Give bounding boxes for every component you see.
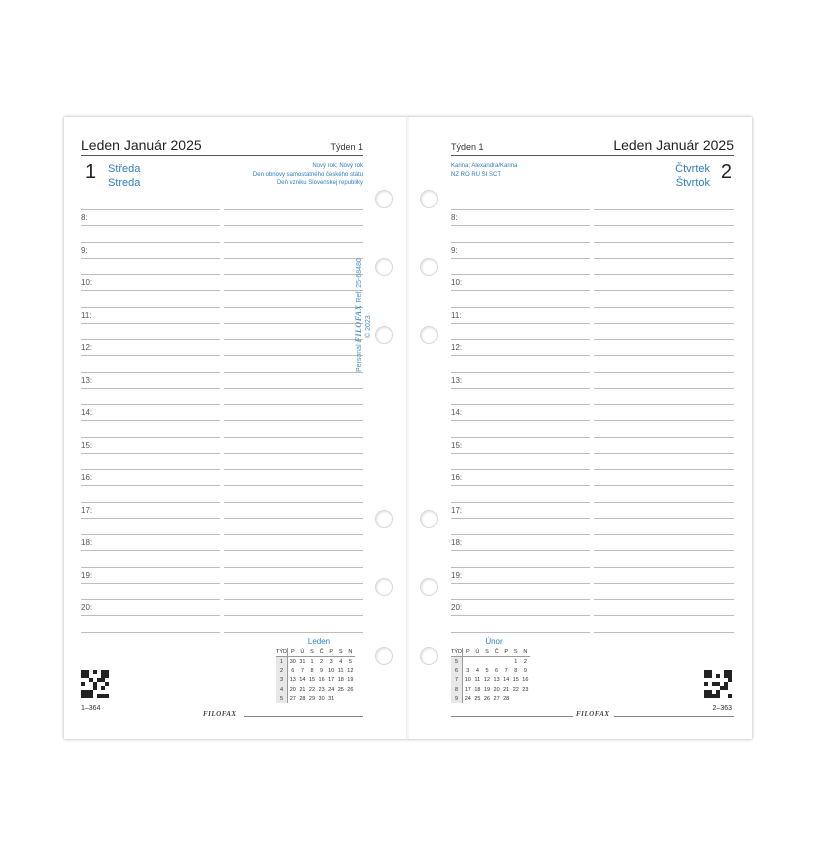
hour-line	[224, 615, 363, 616]
hour-line	[451, 209, 590, 210]
hour-line	[81, 518, 220, 519]
calendar-day-cell: 22	[308, 686, 316, 693]
left-week-label: Týden 1	[330, 142, 363, 152]
hour-line	[81, 290, 220, 291]
hour-line	[594, 485, 734, 486]
hour-line	[451, 388, 590, 389]
hour-line	[594, 307, 734, 308]
hour-line	[451, 404, 590, 405]
hour-line	[81, 632, 220, 633]
calendar-day-cell	[336, 694, 346, 703]
left-day-number: 1	[85, 161, 97, 183]
calendar-day-cell: 30	[318, 695, 325, 702]
hour-line	[81, 469, 220, 470]
left-page	[64, 117, 407, 739]
hour-line	[81, 453, 220, 454]
hour-line	[224, 372, 363, 373]
hour-label: 17:	[81, 505, 93, 515]
left-month-title: Leden Január 2025	[81, 137, 202, 153]
hour-line	[81, 388, 220, 389]
hour-line	[81, 583, 220, 584]
calendar-day-cell: 10	[464, 677, 471, 684]
hour-label: 13:	[81, 375, 93, 385]
calendar-header-cell: S	[482, 648, 492, 657]
hour-line	[594, 372, 734, 373]
calendar-week-cell: 7	[451, 676, 463, 685]
hour-line	[224, 632, 363, 633]
calendar-day-cell: 19	[347, 677, 354, 684]
hour-line	[224, 307, 363, 308]
calendar-day-cell: 28	[299, 695, 306, 702]
calendar-day-cell: 9	[320, 667, 324, 674]
calendar-day-cell: 7	[300, 667, 304, 674]
hour-line	[224, 518, 363, 519]
hour-line	[81, 274, 220, 275]
calendar-day-cell: 16	[522, 677, 529, 684]
hour-line	[594, 225, 734, 226]
calendar-header-cell: Č	[317, 648, 327, 657]
calendar-day-cell: 2	[320, 658, 324, 665]
calendar-week-cell: 6	[451, 666, 463, 675]
calendar-week-cell: 5	[451, 657, 463, 667]
ring-hole	[420, 510, 438, 528]
right-page-number: 2–363	[712, 705, 732, 712]
calendar-header-cell: TÝD	[276, 649, 287, 655]
hour-line	[451, 469, 590, 470]
calendar-day-cell: 11	[337, 667, 344, 674]
holiday-line: Den obnovy samostatného českého státu	[252, 171, 363, 178]
hour-line	[451, 339, 590, 340]
hour-line	[451, 274, 590, 275]
hour-line	[594, 550, 734, 551]
hour-line	[451, 583, 590, 584]
calendar-day-cell: 22	[512, 686, 519, 693]
hour-line	[81, 307, 220, 308]
calendar-day-cell: 3	[329, 658, 333, 665]
spine-size: Personal	[356, 344, 363, 372]
calendar-header-cell: N	[346, 648, 356, 657]
right-mini-calendar-title: Únor	[485, 637, 503, 646]
hour-line	[81, 404, 220, 405]
hour-line	[81, 242, 220, 243]
ring-hole	[420, 578, 438, 596]
calendar-day-cell	[521, 694, 531, 703]
left-qr-code-icon	[81, 670, 109, 698]
calendar-header-cell: S	[511, 648, 521, 657]
left-footer-rule	[244, 716, 363, 717]
calendar-day-cell: 23	[522, 686, 529, 693]
ring-hole	[375, 647, 393, 665]
right-header-rule	[451, 155, 734, 156]
spine-line-1	[354, 258, 364, 372]
right-mini-calendar	[451, 648, 530, 703]
left-mini-calendar-title: Leden	[307, 637, 331, 646]
calendar-day-cell: 1	[310, 658, 314, 665]
ring-hole	[420, 190, 438, 208]
hour-line	[224, 453, 363, 454]
calendar-day-cell: 5	[485, 667, 489, 674]
hour-line	[451, 534, 590, 535]
hour-line	[224, 437, 363, 438]
hour-line	[594, 209, 734, 210]
hour-line	[224, 209, 363, 210]
hour-line	[224, 225, 363, 226]
hour-line	[224, 502, 363, 503]
right-day-name-sk: Štvrtok	[675, 177, 710, 189]
hour-line	[594, 453, 734, 454]
hour-label: 14:	[81, 408, 93, 417]
hour-line	[451, 290, 590, 291]
hour-line	[594, 583, 734, 584]
calendar-day-cell	[346, 694, 356, 703]
hour-label: 12:	[81, 343, 93, 352]
spine-reference: Ref. 25-68480	[356, 258, 363, 303]
hour-line	[224, 567, 363, 568]
calendar-day-cell: 6	[291, 667, 295, 674]
hour-line	[224, 404, 363, 405]
calendar-day-cell: 3	[466, 667, 470, 674]
ring-hole	[375, 578, 393, 596]
right-month-title: Leden Január 2025	[613, 137, 734, 153]
hour-line	[451, 307, 590, 308]
calendar-day-cell: 18	[337, 677, 344, 684]
hour-label: 13:	[451, 375, 463, 385]
calendar-day-cell: 21	[299, 686, 306, 693]
calendar-day-cell: 4	[339, 658, 343, 665]
hour-line	[594, 323, 734, 324]
spine-imprint	[354, 258, 373, 372]
hour-line	[81, 339, 220, 340]
calendar-header-cell: Ú	[473, 648, 483, 657]
calendar-day-cell: 25	[337, 686, 344, 693]
calendar-day-cell: 20	[493, 686, 500, 693]
hour-line	[81, 323, 220, 324]
hour-line	[81, 372, 220, 373]
calendar-day-cell: 29	[308, 695, 316, 702]
hour-line	[224, 339, 363, 340]
hour-line	[451, 502, 590, 503]
calendar-day-cell: 15	[308, 677, 316, 684]
hour-label: 17:	[451, 505, 463, 515]
hour-line	[594, 388, 734, 389]
calendar-day-cell: 24	[464, 695, 471, 702]
hour-label: 10:	[451, 278, 463, 287]
calendar-week-cell: 3	[276, 676, 288, 685]
calendar-day-cell: 15	[512, 677, 519, 684]
hour-line	[594, 632, 734, 633]
hour-label: 11:	[451, 310, 462, 320]
hour-label: 16:	[451, 473, 463, 482]
right-week-label: Týden 1	[451, 142, 484, 152]
hour-line	[594, 355, 734, 356]
holiday-line: Deň vzniku Slovenskej republiky	[276, 180, 363, 186]
hour-label: 12:	[451, 343, 463, 352]
hour-line	[224, 274, 363, 275]
hour-line	[594, 258, 734, 259]
hour-line	[451, 485, 590, 486]
calendar-header-cell: Č	[492, 648, 502, 657]
hour-line	[81, 420, 220, 421]
hour-line	[451, 437, 590, 438]
left-day-name-cz: Středa	[108, 163, 141, 175]
hour-line	[81, 502, 220, 503]
calendar-week-cell: 2	[276, 666, 288, 675]
ring-hole	[420, 258, 438, 276]
calendar-header-cell: N	[521, 648, 531, 657]
hour-line	[81, 550, 220, 551]
hour-line	[224, 534, 363, 535]
calendar-header-cell: S	[336, 648, 346, 657]
calendar-header-cell: TÝD	[451, 649, 462, 655]
calendar-header-cell: Ú	[298, 648, 308, 657]
hour-line	[81, 355, 220, 356]
hour-line	[594, 502, 734, 503]
calendar-day-cell: 18	[474, 686, 481, 693]
hour-line	[451, 420, 590, 421]
hour-label: 16:	[81, 473, 93, 482]
spine-copyright: © 2023	[365, 315, 372, 338]
calendar-day-cell: 30	[289, 658, 296, 665]
hour-line	[594, 518, 734, 519]
calendar-day-cell: 16	[318, 677, 325, 684]
hour-line	[451, 550, 590, 551]
right-country-codes: NZ RO RU SI SCT	[451, 172, 502, 178]
hour-line	[81, 258, 220, 259]
calendar-day-cell: 5	[348, 658, 352, 665]
calendar-day-cell	[511, 694, 521, 703]
ring-hole	[375, 190, 393, 208]
hour-label: 11:	[81, 310, 92, 320]
hour-label: 15:	[81, 440, 93, 450]
right-brand-logo: FILOFAX	[576, 710, 610, 718]
hour-line	[451, 599, 590, 600]
calendar-day-cell: 1	[514, 658, 518, 665]
hour-line	[81, 225, 220, 226]
calendar-week-cell: 8	[451, 685, 463, 694]
calendar-header-cell: P	[288, 648, 298, 657]
hour-label: 19:	[451, 570, 463, 580]
ring-hole	[420, 326, 438, 344]
hour-line	[81, 599, 220, 600]
hour-line	[451, 518, 590, 519]
calendar-header-cell: P	[501, 648, 511, 657]
hour-line	[451, 453, 590, 454]
hour-label: 20:	[81, 603, 93, 612]
hour-line	[451, 615, 590, 616]
hour-line	[451, 567, 590, 568]
hour-line	[451, 242, 590, 243]
calendar-day-cell: 27	[493, 695, 500, 702]
hour-label: 8:	[451, 213, 458, 222]
hour-label: 9:	[451, 245, 458, 255]
hour-line	[451, 225, 590, 226]
hour-line	[594, 437, 734, 438]
calendar-day-cell: 9	[523, 667, 527, 674]
calendar-week-cell: 9	[451, 694, 463, 703]
hour-line	[81, 485, 220, 486]
calendar-day-cell	[482, 657, 492, 667]
calendar-day-cell: 10	[328, 667, 335, 674]
hour-label: 15:	[451, 440, 463, 450]
ring-hole	[420, 647, 438, 665]
hour-line	[81, 209, 220, 210]
hour-line	[224, 355, 363, 356]
left-page-number: 1–364	[81, 705, 101, 712]
hour-line	[81, 534, 220, 535]
hour-line	[224, 469, 363, 470]
hour-line	[594, 274, 734, 275]
right-namedays: Karina; Alexandra/Karina	[451, 163, 518, 169]
left-day-name-sk: Streda	[108, 177, 141, 189]
right-footer-rule	[614, 716, 734, 717]
hour-line	[594, 567, 734, 568]
hour-line	[594, 534, 734, 535]
calendar-day-cell: 23	[318, 686, 325, 693]
holiday-line: Nový rok; Nový rok	[312, 163, 363, 169]
calendar-day-cell: 20	[289, 686, 296, 693]
calendar-week-cell: 4	[276, 685, 288, 694]
hour-line	[594, 404, 734, 405]
calendar-day-cell: 13	[289, 677, 296, 684]
left-header-rule	[81, 155, 363, 156]
calendar-day-cell: 13	[493, 677, 500, 684]
hour-line	[224, 550, 363, 551]
calendar-header-cell: S	[307, 648, 317, 657]
calendar-day-cell	[501, 657, 511, 667]
calendar-day-cell	[473, 657, 483, 667]
hour-label: 9:	[81, 245, 88, 255]
hour-line	[81, 567, 220, 568]
calendar-day-cell: 25	[474, 695, 481, 702]
calendar-day-cell: 14	[299, 677, 306, 684]
right-day-name-cz: Čtvrtek	[675, 163, 710, 175]
calendar-day-cell: 17	[464, 686, 471, 693]
calendar-day-cell: 28	[503, 695, 510, 702]
calendar-week-cell: 1	[276, 657, 288, 667]
hour-line	[594, 420, 734, 421]
calendar-day-cell: 27	[289, 695, 296, 702]
planner-spread	[64, 117, 752, 739]
calendar-day-cell: 11	[474, 677, 481, 684]
calendar-day-cell: 19	[483, 686, 491, 693]
ring-hole	[375, 510, 393, 528]
left-brand-logo: FILOFAX	[203, 710, 237, 718]
left-mini-calendar	[276, 648, 355, 703]
hour-label: 18:	[81, 538, 93, 547]
ring-hole	[375, 258, 393, 276]
hour-label: 14:	[451, 408, 463, 417]
hour-label: 10:	[81, 278, 93, 287]
hour-line	[224, 388, 363, 389]
hour-line	[224, 258, 363, 259]
calendar-day-cell: 24	[328, 686, 335, 693]
hour-label: 20:	[451, 603, 463, 612]
spine-brand-logo: FILOFAX	[354, 304, 363, 343]
calendar-day-cell: 31	[328, 695, 335, 702]
hour-line	[451, 355, 590, 356]
calendar-day-cell: 14	[503, 677, 510, 684]
right-qr-code-icon	[704, 670, 732, 698]
right-footer-rule	[451, 716, 573, 717]
calendar-day-cell: 2	[523, 658, 527, 665]
hour-line	[594, 469, 734, 470]
hour-line	[594, 290, 734, 291]
right-page	[409, 117, 752, 739]
hour-line	[451, 372, 590, 373]
calendar-day-cell: 17	[328, 677, 335, 684]
hour-line	[224, 599, 363, 600]
calendar-day-cell: 6	[495, 667, 499, 674]
hour-line	[224, 323, 363, 324]
hour-line	[594, 339, 734, 340]
hour-line	[451, 632, 590, 633]
hour-line	[81, 615, 220, 616]
calendar-day-cell: 12	[347, 667, 354, 674]
hour-line	[224, 583, 363, 584]
hour-line	[451, 323, 590, 324]
calendar-day-cell	[463, 657, 473, 667]
calendar-week-cell: 5	[276, 694, 288, 703]
calendar-header-cell: P	[326, 648, 336, 657]
calendar-day-cell: 8	[310, 667, 314, 674]
hour-line	[594, 615, 734, 616]
calendar-day-cell: 31	[299, 658, 306, 665]
calendar-day-cell: 8	[514, 667, 518, 674]
hour-label: 18:	[451, 538, 463, 547]
calendar-day-cell: 21	[503, 686, 510, 693]
hour-line	[224, 485, 363, 486]
calendar-header-cell: P	[463, 648, 473, 657]
hour-line	[594, 242, 734, 243]
ring-hole	[375, 326, 393, 344]
calendar-day-cell: 26	[483, 695, 491, 702]
calendar-day-cell	[492, 657, 502, 667]
calendar-day-cell: 7	[504, 667, 508, 674]
calendar-day-cell: 4	[475, 667, 479, 674]
hour-line	[81, 437, 220, 438]
right-day-number: 2	[720, 161, 732, 183]
hour-label: 8:	[81, 213, 88, 222]
hour-line	[451, 258, 590, 259]
hour-label: 19:	[81, 570, 93, 580]
hour-line	[594, 599, 734, 600]
calendar-day-cell: 26	[347, 686, 354, 693]
hour-line	[224, 242, 363, 243]
hour-line	[224, 290, 363, 291]
hour-line	[224, 420, 363, 421]
left-holidays	[253, 162, 363, 188]
calendar-day-cell: 12	[483, 677, 491, 684]
